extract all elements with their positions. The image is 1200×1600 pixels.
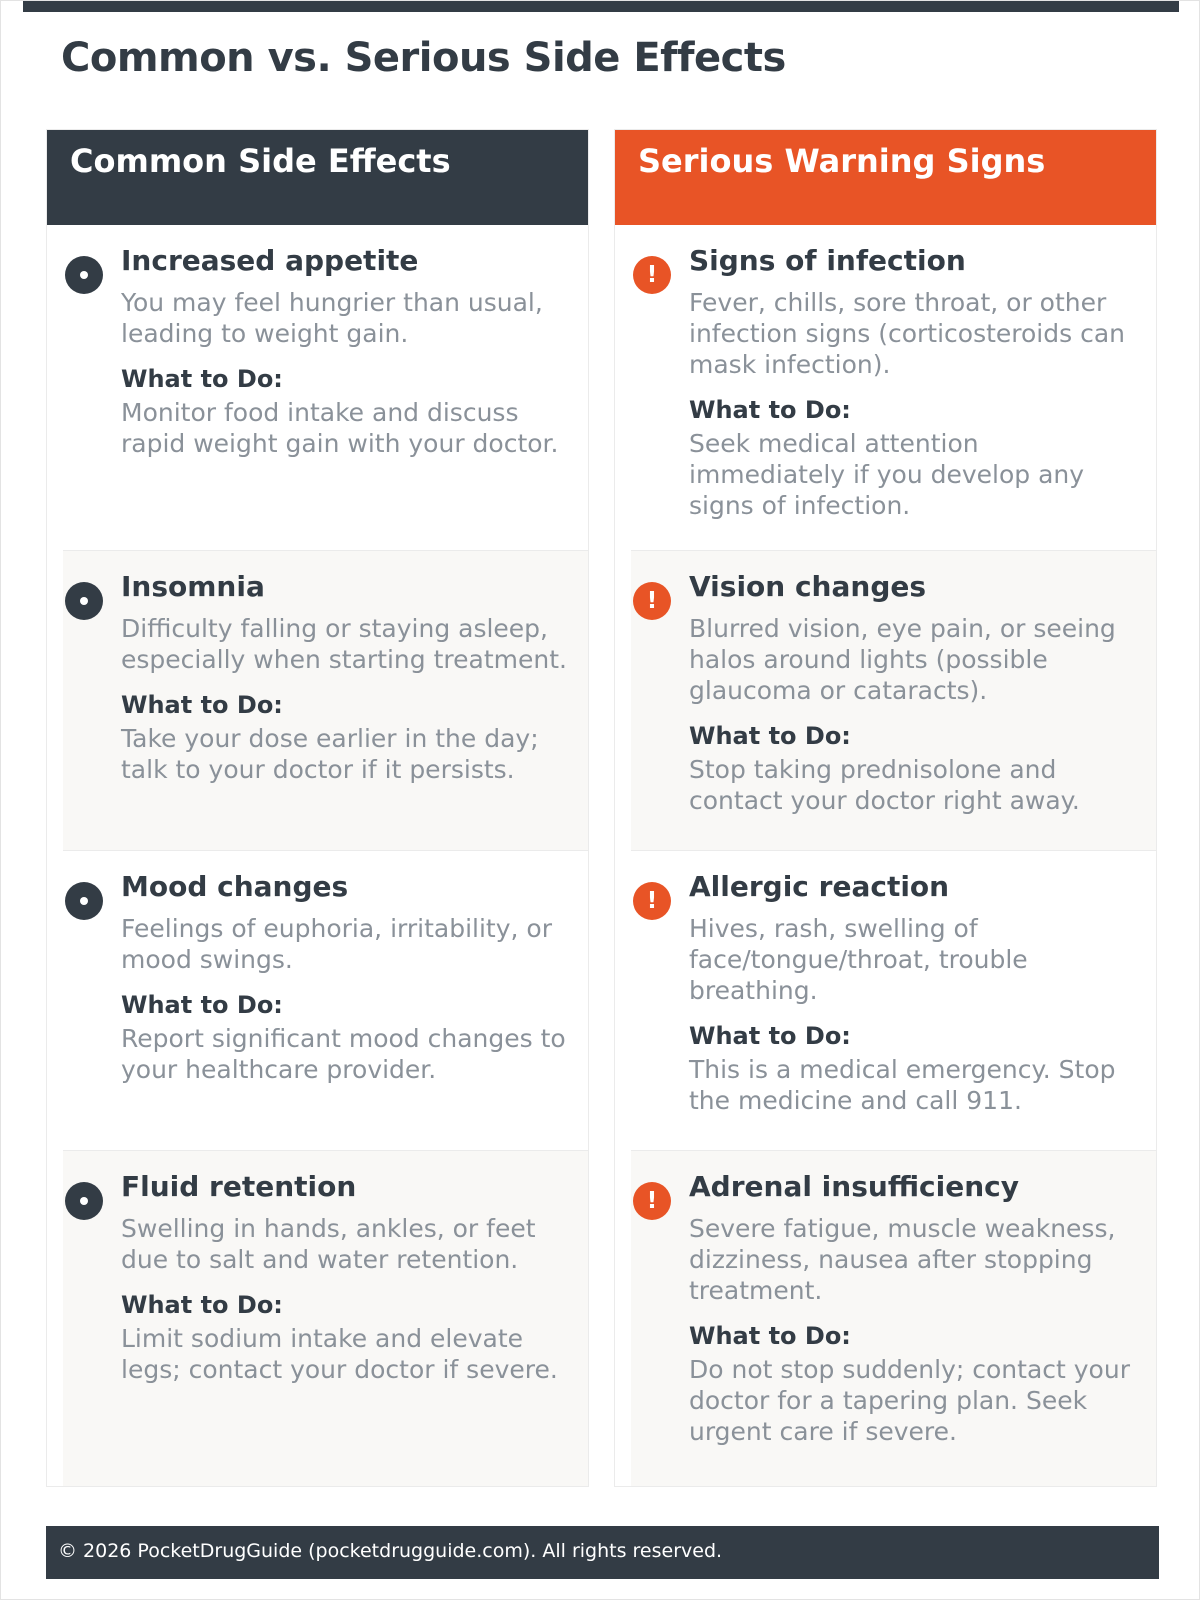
what-to-do-label: What to Do: xyxy=(689,396,851,424)
what-to-do-label: What to Do: xyxy=(689,722,851,750)
top-accent-bar xyxy=(23,1,1179,12)
what-to-do-text: Take your dose earlier in the day; talk to your doctor if it persists. xyxy=(121,724,539,784)
item-title: Vision changes xyxy=(689,570,927,603)
page-title: Common vs. Serious Side Effects xyxy=(61,35,786,81)
exclamation-circle-icon: ! xyxy=(633,582,671,620)
exclamation-circle-icon: ! xyxy=(633,882,671,920)
list-item xyxy=(63,1150,588,1486)
item-title: Insomnia xyxy=(121,570,265,603)
footer-copyright: © 2026 PocketDrugGuide (pocketdrugguide.com). All rights reserved. xyxy=(46,1526,1159,1579)
dot-circle-icon xyxy=(65,1182,103,1220)
item-description: Blurred vision, eye pain, or seeing halos around lights (possible glaucoma or cataracts). xyxy=(689,614,1116,705)
item-title: Increased appetite xyxy=(121,244,419,277)
item-title: Allergic reaction xyxy=(689,870,950,903)
what-to-do-text: Stop taking prednisolone and contact your doctor right away. xyxy=(689,755,1080,815)
serious-column-header: Serious Warning Signs xyxy=(615,130,1156,225)
serious-warning-signs-column xyxy=(614,129,1157,1487)
item-title: Mood changes xyxy=(121,870,349,903)
item-title: Adrenal insufficiency xyxy=(689,1170,1020,1203)
exclamation-circle-icon: ! xyxy=(633,256,671,294)
what-to-do-label: What to Do: xyxy=(121,1291,283,1319)
what-to-do-text: Do not stop suddenly; contact your doctor for a tapering plan. Seek urgent care if severe. xyxy=(689,1355,1130,1446)
what-to-do-text: Limit sodium intake and elevate legs; contact your doctor if severe. xyxy=(121,1324,558,1384)
item-description: Severe fatigue, muscle weakness, dizziness, nausea after stopping treatment. xyxy=(689,1214,1116,1305)
what-to-do-label: What to Do: xyxy=(689,1322,851,1350)
what-to-do-label: What to Do: xyxy=(689,1022,851,1050)
item-description: Hives, rash, swelling of face/tongue/throat, trouble breathing. xyxy=(689,914,1028,1005)
common-column-header: Common Side Effects xyxy=(47,130,588,225)
list-item xyxy=(631,850,1156,1150)
item-description: Difficulty falling or staying asleep, especially when starting treatment. xyxy=(121,614,567,674)
list-item xyxy=(631,1150,1156,1486)
item-description: Swelling in hands, ankles, or feet due to salt and water retention. xyxy=(121,1214,536,1274)
item-description: Feelings of euphoria, irritability, or mood swings. xyxy=(121,914,552,974)
list-item xyxy=(47,225,588,550)
what-to-do-label: What to Do: xyxy=(121,365,283,393)
common-side-effects-column xyxy=(46,129,589,1487)
what-to-do-text: Report significant mood changes to your healthcare provider. xyxy=(121,1024,566,1084)
what-to-do-text: Seek medical attention immediately if you develop any signs of infection. xyxy=(689,429,1085,520)
dot-circle-icon xyxy=(65,256,103,294)
what-to-do-text: Monitor food intake and discuss rapid weight gain with your doctor. xyxy=(121,398,559,458)
list-item xyxy=(615,225,1156,550)
item-description: You may feel hungrier than usual, leading to weight gain. xyxy=(121,288,543,348)
dot-circle-icon xyxy=(65,882,103,920)
list-item xyxy=(63,850,588,1150)
what-to-do-label: What to Do: xyxy=(121,991,283,1019)
item-description: Fever, chills, sore throat, or other infection signs (corticosteroids can mask infection). xyxy=(689,288,1125,379)
list-item xyxy=(63,550,588,850)
what-to-do-label: What to Do: xyxy=(121,691,283,719)
list-item xyxy=(631,550,1156,850)
item-title: Signs of infection xyxy=(689,244,966,277)
item-title: Fluid retention xyxy=(121,1170,357,1203)
what-to-do-text: This is a medical emergency. Stop the medicine and call 911. xyxy=(689,1055,1116,1115)
dot-circle-icon xyxy=(65,582,103,620)
exclamation-circle-icon: ! xyxy=(633,1182,671,1220)
